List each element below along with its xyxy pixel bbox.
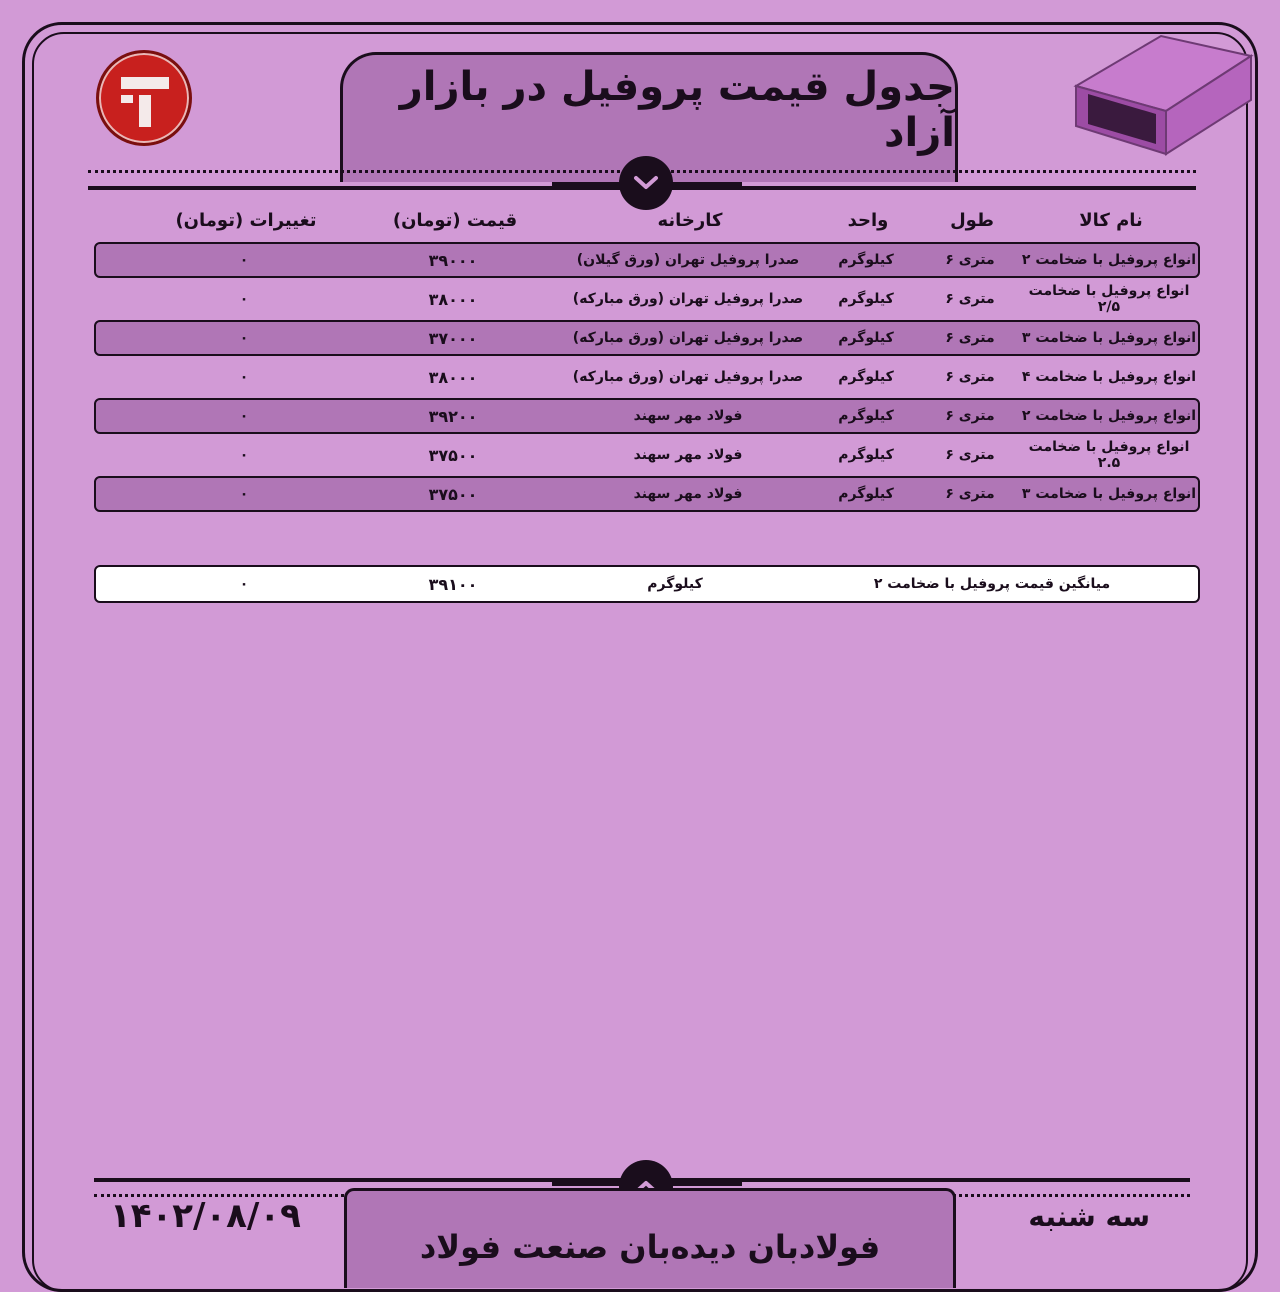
table-header [94,202,1200,238]
table-row [94,359,1200,395]
cell-change: ۰ [239,486,249,502]
cell-name: انواع پروفیل با ضخامت ۳ [1021,330,1197,346]
table-row [94,242,1200,278]
cell-length: متری ۶ [945,291,995,307]
cell-name: انواع پروفیل با ضخامت ۳ [1021,486,1197,502]
cell-name: انواع پروفیل با ضخامت ۲ [1021,252,1197,268]
cell-factory: فولاد مهر سهند [633,486,743,502]
cell-price: ۳۹۰۰۰ [428,250,478,270]
cell-unit: کیلوگرم [838,330,894,346]
cell-change: ۰ [239,252,249,268]
cell-change: ۰ [239,291,249,307]
average-unit: کیلوگرم [647,576,703,592]
cell-change: ۰ [239,330,249,346]
cell-unit: کیلوگرم [838,486,894,502]
cell-change: ۰ [239,408,249,424]
footer-panel [344,1188,956,1288]
table-row [94,398,1200,434]
header-name: نام کالا [1079,209,1143,231]
cell-factory: صدرا پروفیل تهران (ورق مبارکه) [572,291,804,307]
cell-name: انواع پروفیل با ضخامت ۲ [1021,408,1197,424]
cell-name: انواع پروفیل با ضخامت ۴ [1021,369,1197,385]
cell-unit: کیلوگرم [838,252,894,268]
header-factory: کارخانه [657,209,723,231]
average-name: میانگین قیمت پروفیل با ضخامت ۲ [873,576,1111,592]
cell-length: متری ۶ [945,408,995,424]
logo-icon [96,50,192,146]
cell-change: ۰ [239,369,249,385]
cell-length: متری ۶ [945,330,995,346]
cell-price: ۳۷۵۰۰ [428,484,478,504]
cell-price: ۳۷۵۰۰ [428,445,478,465]
cell-factory: فولاد مهر سهند [633,447,743,463]
footer-day: سه شنبه [1028,1200,1150,1233]
header-length: طول [950,209,994,231]
cell-length: متری ۶ [945,486,995,502]
average-change: ۰ [239,576,249,592]
cell-factory: صدرا پروفیل تهران (ورق مبارکه) [572,330,804,346]
cell-unit: کیلوگرم [838,369,894,385]
average-row [94,565,1200,603]
cell-price: ۳۹۲۰۰ [428,406,478,426]
table-row [94,320,1200,356]
table-row [94,281,1200,317]
cell-change: ۰ [239,447,249,463]
cell-length: متری ۶ [945,447,995,463]
cell-factory: صدرا پروفیل تهران (ورق گیلان) [576,252,800,268]
cell-factory: فولاد مهر سهند [633,408,743,424]
cell-length: متری ۶ [945,369,995,385]
cell-factory: صدرا پروفیل تهران (ورق مبارکه) [572,369,804,385]
header-price: قیمت (تومان) [392,209,518,231]
cell-unit: کیلوگرم [838,408,894,424]
header-change: تغییرات (تومان) [175,209,317,231]
cell-price: ۳۷۰۰۰ [428,328,478,348]
cell-length: متری ۶ [945,252,995,268]
page-title: جدول قیمت پروفیل در بازار آزاد [399,63,955,156]
cell-unit: کیلوگرم [838,447,894,463]
cell-name: انواع پروفیل با ضخامت ۲.۵ [1028,439,1190,471]
cell-name: انواع پروفیل با ضخامت ۲/۵ [1028,283,1190,315]
table-row [94,476,1200,512]
cell-price: ۳۸۰۰۰ [428,289,478,309]
steel-profile-image [1066,26,1256,156]
average-price: ۳۹۱۰۰ [428,574,478,594]
price-table [94,242,1200,515]
table-row [94,437,1200,473]
footer-date: ۱۴۰۲/۰۸/۰۹ [110,1196,301,1236]
cell-unit: کیلوگرم [838,291,894,307]
header-unit: واحد [847,209,889,231]
cell-price: ۳۸۰۰۰ [428,367,478,387]
footer-brand: فولادبان دیده‌بان صنعت فولاد [419,1227,881,1266]
